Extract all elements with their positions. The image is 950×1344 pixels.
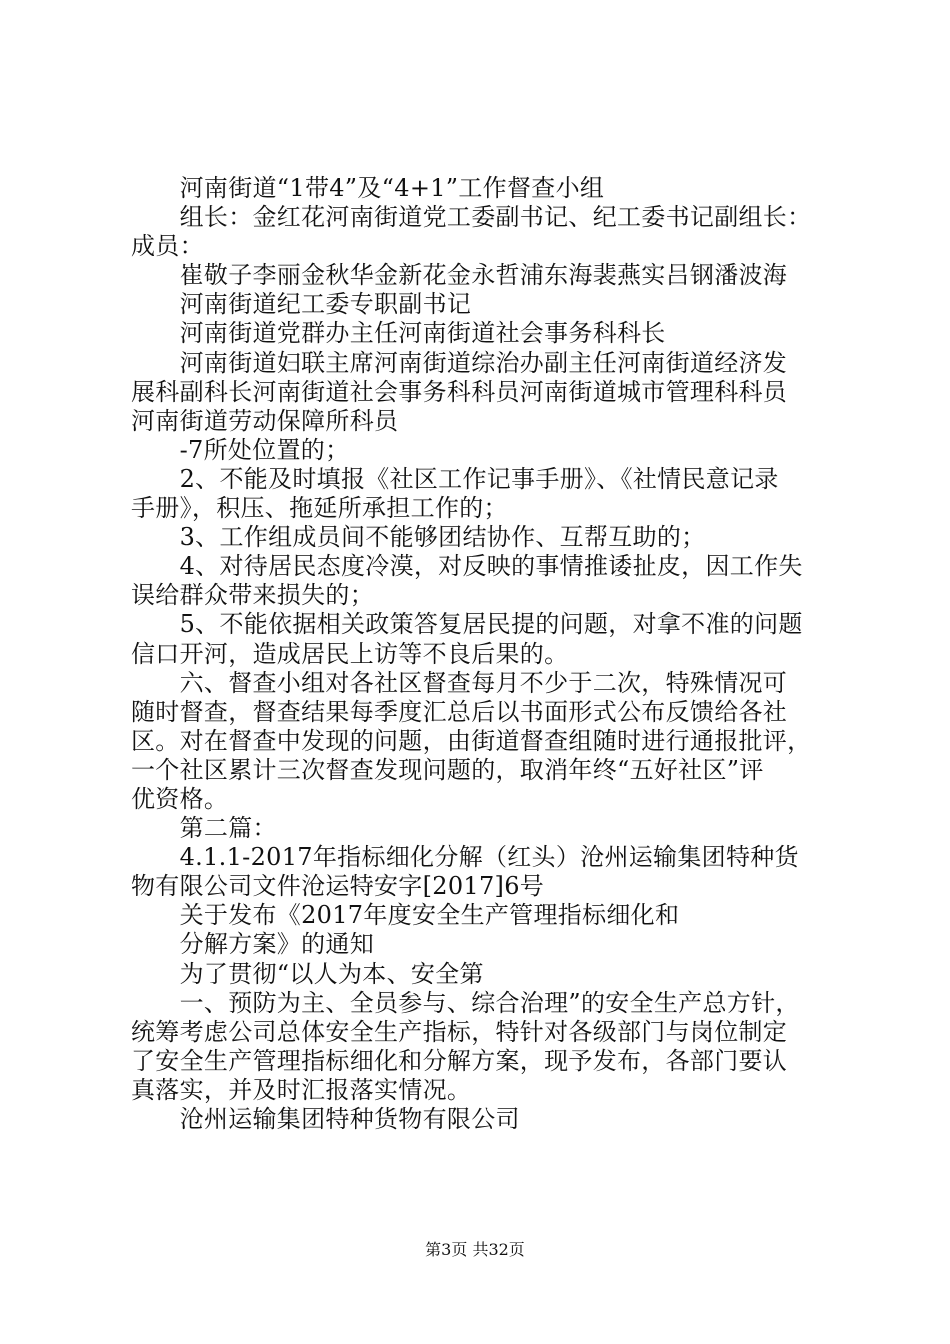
text-line: 随时督查，督查结果每季度汇总后以书面形式公布反馈给各社	[131, 697, 788, 726]
text-line: 误给群众带来损失的；	[131, 581, 374, 610]
text-line: 手册》，积压、拖延所承担工作的；	[131, 494, 508, 523]
text-line: 物有限公司文件沧运特安字[2017]6号	[131, 872, 545, 901]
text-line: 一个社区累计三次督查发现问题的，取消年终“五好社区”评	[131, 755, 764, 784]
text-line: 河南街道妇联主席河南街道综治办副主任河南街道经济发	[131, 348, 788, 377]
text-line: 信口开河，造成居民上访等不良后果的。	[131, 639, 569, 668]
text-line: 一、预防为主、全员参与、综合治理”的安全生产总方针，	[131, 988, 800, 1017]
text-line: 分解方案》的通知	[131, 930, 374, 959]
text-line: 成员：	[131, 232, 204, 261]
text-line: 为了贯彻“以人为本、安全第	[131, 959, 484, 988]
text-line: 第二篇：	[131, 814, 277, 843]
text-line: 展科副科长河南街道社会事务科科员河南街道城市管理科科员	[131, 377, 788, 406]
text-line: 区。对在督查中发现的问题，由街道督查组随时进行通报批评，	[131, 726, 812, 755]
text-line: 统筹考虑公司总体安全生产指标，特针对各级部门与岗位制定	[131, 1017, 788, 1046]
text-line: 河南街道“1带4”及“4+1”工作督查小组	[131, 174, 605, 202]
text-line: 4、对待居民态度冷漠，对反映的事情推诿扯皮，因工作失	[131, 552, 803, 581]
text-line: 河南街道纪工委专职副书记	[131, 290, 472, 319]
text-line: 沧州运输集团特种货物有限公司	[131, 1105, 520, 1133]
text-line: -7所处位置的；	[131, 435, 350, 464]
text-line: 崔敬子李丽金秋华金新花金永哲浦东海裴燕实吕钢潘波海	[131, 261, 788, 290]
text-line: 河南街道党群办主任河南街道社会事务科科长	[131, 319, 666, 348]
text-line: 了安全生产管理指标细化和分解方案，现予发布，各部门要认	[131, 1046, 788, 1075]
text-line: 4.1.1-2017年指标细化分解（红头）沧州运输集团特种货	[131, 843, 799, 872]
text-line: 六、督查小组对各社区督查每月不少于二次，特殊情况可	[131, 668, 788, 697]
text-line: 河南街道劳动保障所科员	[131, 406, 399, 435]
text-line: 组长：金红花河南街道党工委副书记、纪工委书记副组长：	[131, 203, 812, 232]
text-line: 2、不能及时填报《社区工作记事手册》、《社情民意记录	[131, 464, 779, 493]
text-line: 关于发布《2017年度安全生产管理指标细化和	[131, 901, 680, 930]
text-line: 优资格。	[131, 784, 229, 813]
document-body	[131, 174, 831, 1134]
text-line: 5、不能依据相关政策答复居民提的问题，对拿不准的问题	[131, 610, 803, 639]
text-line: 3、工作组成员间不能够团结协作、互帮互助的；	[131, 523, 706, 552]
page-footer: 第3页 共32页	[425, 1240, 525, 1259]
text-line: 真落实，并及时汇报落实情况。	[131, 1075, 472, 1104]
